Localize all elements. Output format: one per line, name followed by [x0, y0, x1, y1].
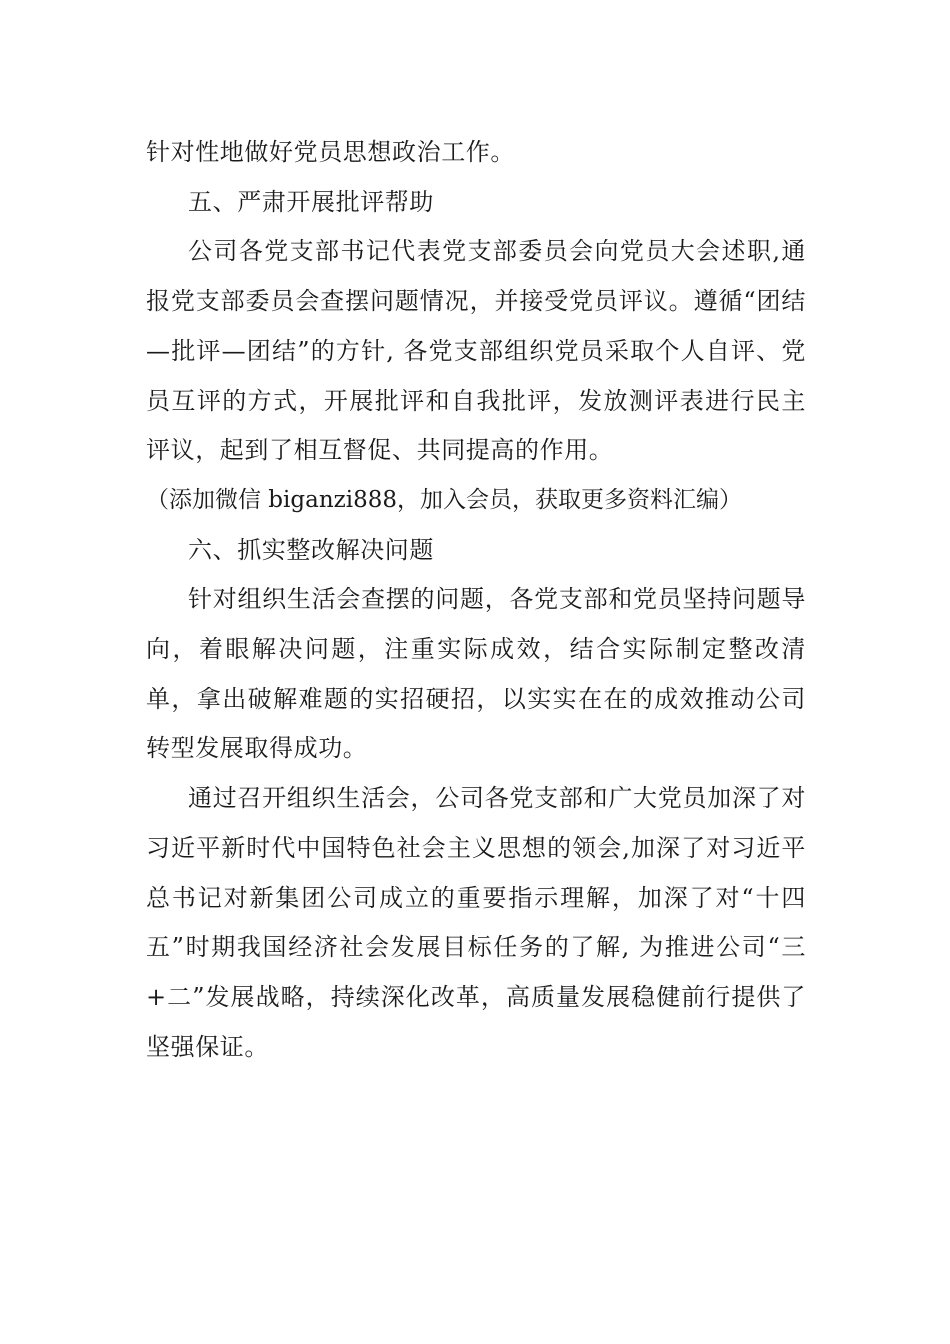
section-heading-five: 五、严肃开展批评帮助 — [188, 187, 434, 216]
paragraph-conclusion: 通过召开组织生活会，公司各党支部和广大党员加深了对习近平新时代中国特色社会主义思想的领会,加深了对习近平总书记对新集团公司成立的重要指示理解，加深了对“十四五”时期我国经济社会发展目标任务的了解, 为推进公司“三+二”发展战略，持续深化改革，高质量发展稳健前行提供了坚强保证。 — [146, 784, 806, 1061]
paragraph-criticism: 公司各党支部书记代表党支部委员会向党员大会述职,通报党支部委员会查摆问题情况，并接受党员评议。遵循“团结—批评—团结”的方针, 各党支部组织党员采取个人自评、党员互评的方式，开展批评和自我批评，发放测评表进行民主评议，起到了相互督促、共同提高的作用。 — [146, 237, 806, 465]
paragraph-continuation: 针对性地做好党员思想政治工作。 — [146, 138, 515, 166]
document-body — [146, 128, 806, 1072]
wechat-note: （添加微信 biganzi888，加入会员，获取更多资料汇编） — [146, 486, 743, 513]
section-heading-six: 六、抓实整改解决问题 — [188, 535, 434, 564]
paragraph-rectification: 针对组织生活会查摆的问题，各党支部和党员坚持问题导向，着眼解决问题，注重实际成效，结合实际制定整改清单，拿出破解难题的实招硬招，以实实在在的成效推动公司转型发展取得成功。 — [146, 585, 806, 763]
